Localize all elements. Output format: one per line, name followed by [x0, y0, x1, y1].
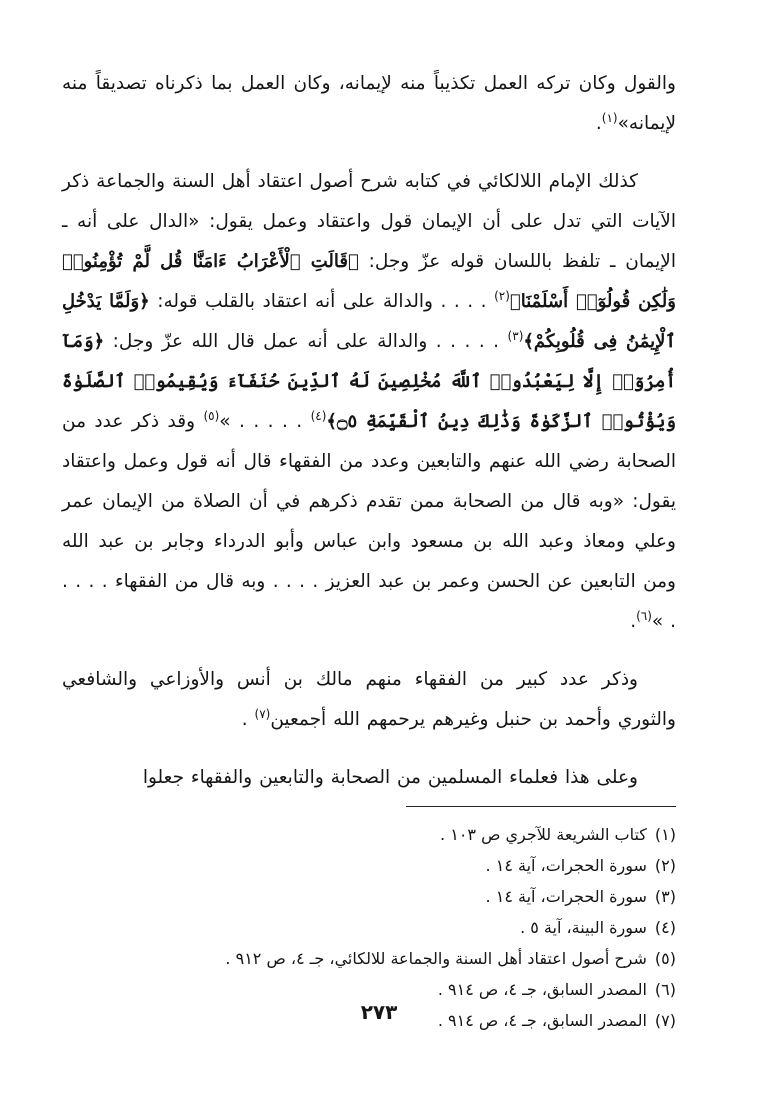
punctuation: .: [630, 611, 637, 632]
footnote-item: [62, 943, 676, 974]
footnote-ref: (٢): [494, 288, 510, 303]
footnote-ref: (٣): [507, 328, 524, 343]
page-number: ٢٧٣: [360, 1000, 398, 1024]
paragraph-lalakai: [62, 162, 676, 642]
paragraph-text: . . . . . والدالة على أنه عمل قال الله عزّ وجل:: [112, 331, 500, 352]
footnote-text: المصدر السابق، جـ ٤، ص ٩١٤ .: [437, 1011, 647, 1030]
quran-verse: ﴿قَالَتِ ٱلْأَعْرَابُ ءَامَنَّا قُل لَّمْ تُؤْمِنُوا۟ وَلَٰكِن قُولُوٓا۟ أَسْلَمْنَا﴾: [62, 251, 676, 312]
footnote-ref: (٥): [203, 408, 220, 423]
footnote-ref: (٤): [310, 408, 327, 423]
footnote-number: (٣): [654, 887, 676, 906]
footnote-text: شرح أصول اعتقاد أهل السنة والجماعة للالكائي، جـ ٤، ص ٩١٢ .: [225, 949, 647, 968]
footnote-text: سورة البينة، آية ٥ .: [520, 918, 647, 937]
footnote-ref: (٦): [636, 608, 652, 623]
footnote-text: المصدر السابق، جـ ٤، ص ٩١٤ .: [437, 980, 647, 999]
paragraph-text: وعلى هذا فعلماء المسلمين من الصحابة والتابعين والفقهاء جعلوا: [142, 767, 638, 788]
footnote-ref: (١): [601, 110, 618, 125]
footnote-ref: (٧): [254, 706, 271, 721]
punctuation: .: [241, 709, 248, 730]
footnote-number: (٦): [654, 980, 676, 999]
footnote-number: (٧): [654, 1011, 676, 1030]
footnote-number: (٥): [654, 949, 676, 968]
footnote-item: [62, 881, 676, 912]
footnote-text: كتاب الشريعة للآجري ص ١٠٣ .: [440, 825, 647, 844]
footnote-text: سورة الحجرات، آية ١٤ .: [485, 887, 647, 906]
footnote-text: سورة الحجرات، آية ١٤ .: [485, 856, 647, 875]
paragraph-text: . . . . . »: [219, 411, 303, 432]
footnote-item: [62, 819, 676, 850]
paragraph-intro: كذلك الإمام اللالكائي في كتابه شرح أصول اعتقاد أهل السنة والجماعة ذكر الآيات التي تدل على أن الإيمان قول واعتقاد وعمل يقول: «الدال على أنه ـ الإيمان ـ تلفظ باللسان قوله عزّ وجل:: [62, 171, 676, 272]
paragraph-text: . . . . والدالة على أنه اعتقاد بالقلب قوله:: [157, 291, 487, 312]
quran-verse: ﴿وَمَآ أُمِرُوٓا۟ إِلَّا لِيَعْبُدُوا۟ ٱللَّهَ مُخْلِصِينَ لَهُ ٱلدِّينَ حُنَفَآءَ وَيُقِيمُوا۟ ٱلصَّلَوٰةَ وَيُؤْتُوا۟ ٱلزَّكَوٰةَ وَذَٰلِكَ دِينُ ٱلْقَيِّمَةِ ۝٥﴾: [62, 331, 676, 432]
paragraph-text: وقد ذكر عدد من الصحابة رضي الله عنهم والتابعين وعدد من الفقهاء قال أنه قول وعمل واعتقاد يقول: «وبه قال من الصحابة ممن تقدم ذكرهم في أن الصلاة من الإيمان عمر وعلي ومعاذ وعبد الله بن مسعود وابن عباس وأبو الدرداء وجابر بن عبد الله ومن التابعين عن الحسن وعمر بن عبد العزيز . . . . وبه قال من الفقهاء . . . . . »: [62, 411, 676, 632]
footnote-divider: [406, 806, 676, 807]
footnote-item: [62, 912, 676, 943]
paragraph-conclusion: [62, 758, 676, 798]
paragraph-text: والقول وكان تركه العمل تكذيباً منه لإيمانه، وكان العمل بما ذكرناه تصديقاً منه لإيمانه»: [62, 73, 676, 134]
paragraph-quote-end: [62, 64, 676, 144]
footnote-number: (٢): [654, 856, 676, 875]
footnote-item: [62, 850, 676, 881]
quran-verse: ﴿وَلَمَّا يَدْخُلِ ٱلْإِيمَٰنُ فِى قُلُوبِكُمْ﴾: [62, 291, 676, 352]
paragraph-text: وذكر عدد كبير من الفقهاء منهم مالك بن أنس والأوزاعي والشافعي والثوري وأحمد بن حنبل وغيرهم يرحمهم الله أجمعين: [62, 669, 676, 730]
punctuation: .: [595, 113, 602, 134]
footnote-number: (١): [654, 825, 676, 844]
footnote-number: (٤): [654, 918, 676, 937]
paragraph-jurists: [62, 660, 676, 740]
